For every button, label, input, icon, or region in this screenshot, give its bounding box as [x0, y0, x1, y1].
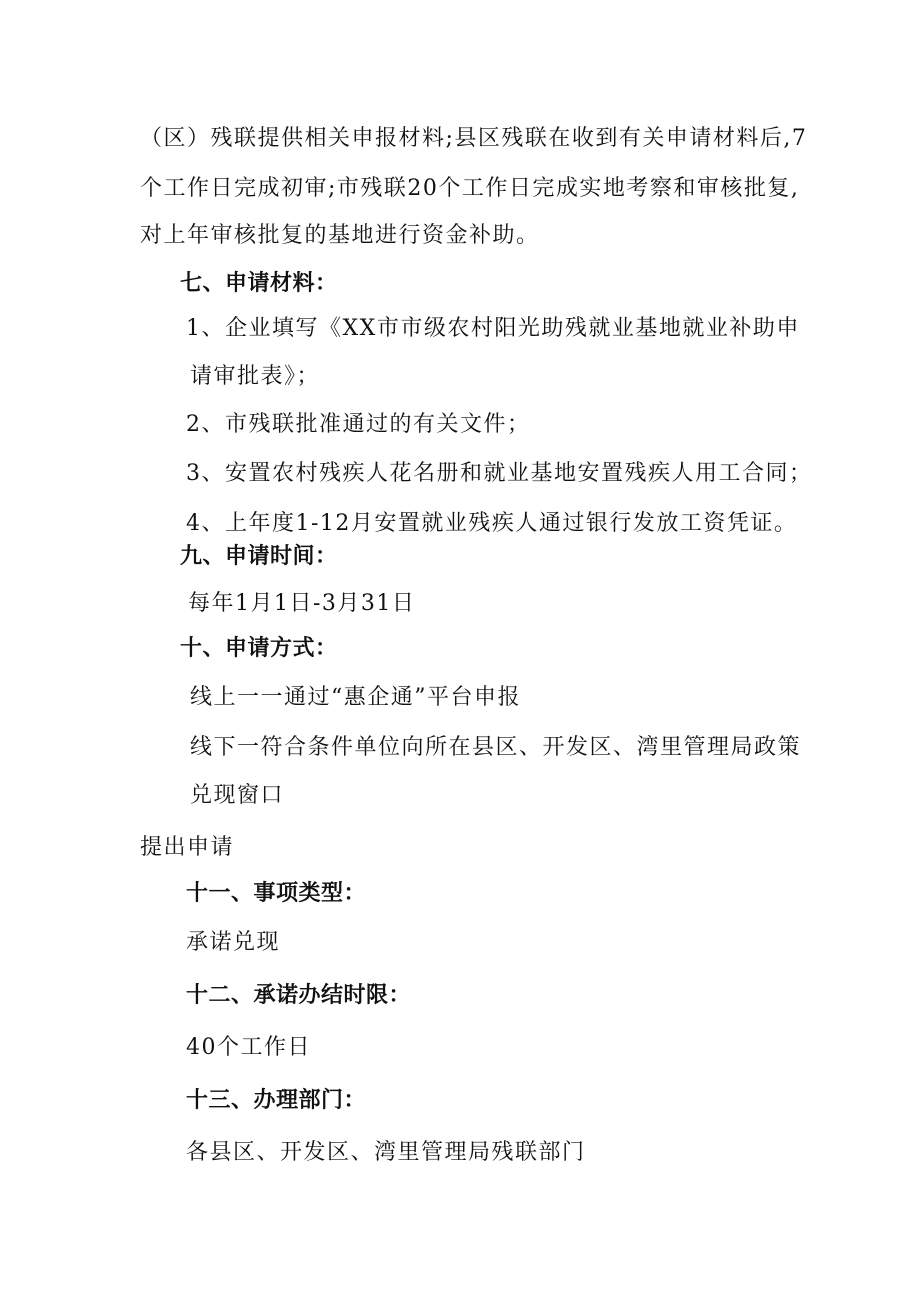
method-offline-line-1: 线下一符合条件单位向所在县区、开发区、湾里管理局政策 — [190, 735, 802, 760]
section-heading-department: 十三、办理部门： — [186, 1088, 367, 1113]
materials-item-1-line-2: 请审批表》； — [190, 364, 321, 389]
paragraph-line-3: 对上年审核批复的基地进行资金补助。 — [140, 223, 540, 248]
materials-item-3: 3、安置农村残疾人花名册和就业基地安置残疾人用工合同； — [186, 461, 813, 486]
materials-item-2: 2、市残联批准通过的有关文件； — [186, 412, 531, 437]
section-heading-type: 十一、事项类型： — [186, 881, 367, 906]
materials-item-1-line-1: 1、企业填写《XX市市级农村阳光助残就业基地就业补助申 — [186, 316, 800, 341]
section-heading-method: 十、申请方式： — [180, 636, 338, 661]
method-offline-line-3: 提出申请 — [140, 835, 235, 860]
deadline-value: 40个工作日 — [186, 1035, 311, 1060]
paragraph-line-1: （区）残联提供相关申报材料;县区残联在收到有关申请材料后,7 — [140, 126, 808, 151]
time-value: 每年1月1日-3月31日 — [188, 591, 416, 616]
section-heading-materials: 七、申请材料： — [180, 271, 338, 296]
section-heading-time: 九、申请时间： — [180, 544, 338, 569]
department-value: 各县区、开发区、湾里管理局残联部门 — [186, 1140, 586, 1165]
method-online: 线上一一通过“惠企通”平台申报 — [190, 685, 521, 710]
materials-item-4: 4、上年度1-12月安置就业残疾人通过银行发放工资凭证。 — [186, 511, 798, 536]
section-heading-deadline: 十二、承诺办结时限： — [186, 983, 412, 1008]
paragraph-line-2: 个工作日完成初审;市残联20个工作日完成实地考察和审核批复, — [140, 176, 800, 201]
method-offline-line-2: 兑现窗口 — [190, 783, 285, 808]
type-value: 承诺兑现 — [186, 930, 281, 955]
